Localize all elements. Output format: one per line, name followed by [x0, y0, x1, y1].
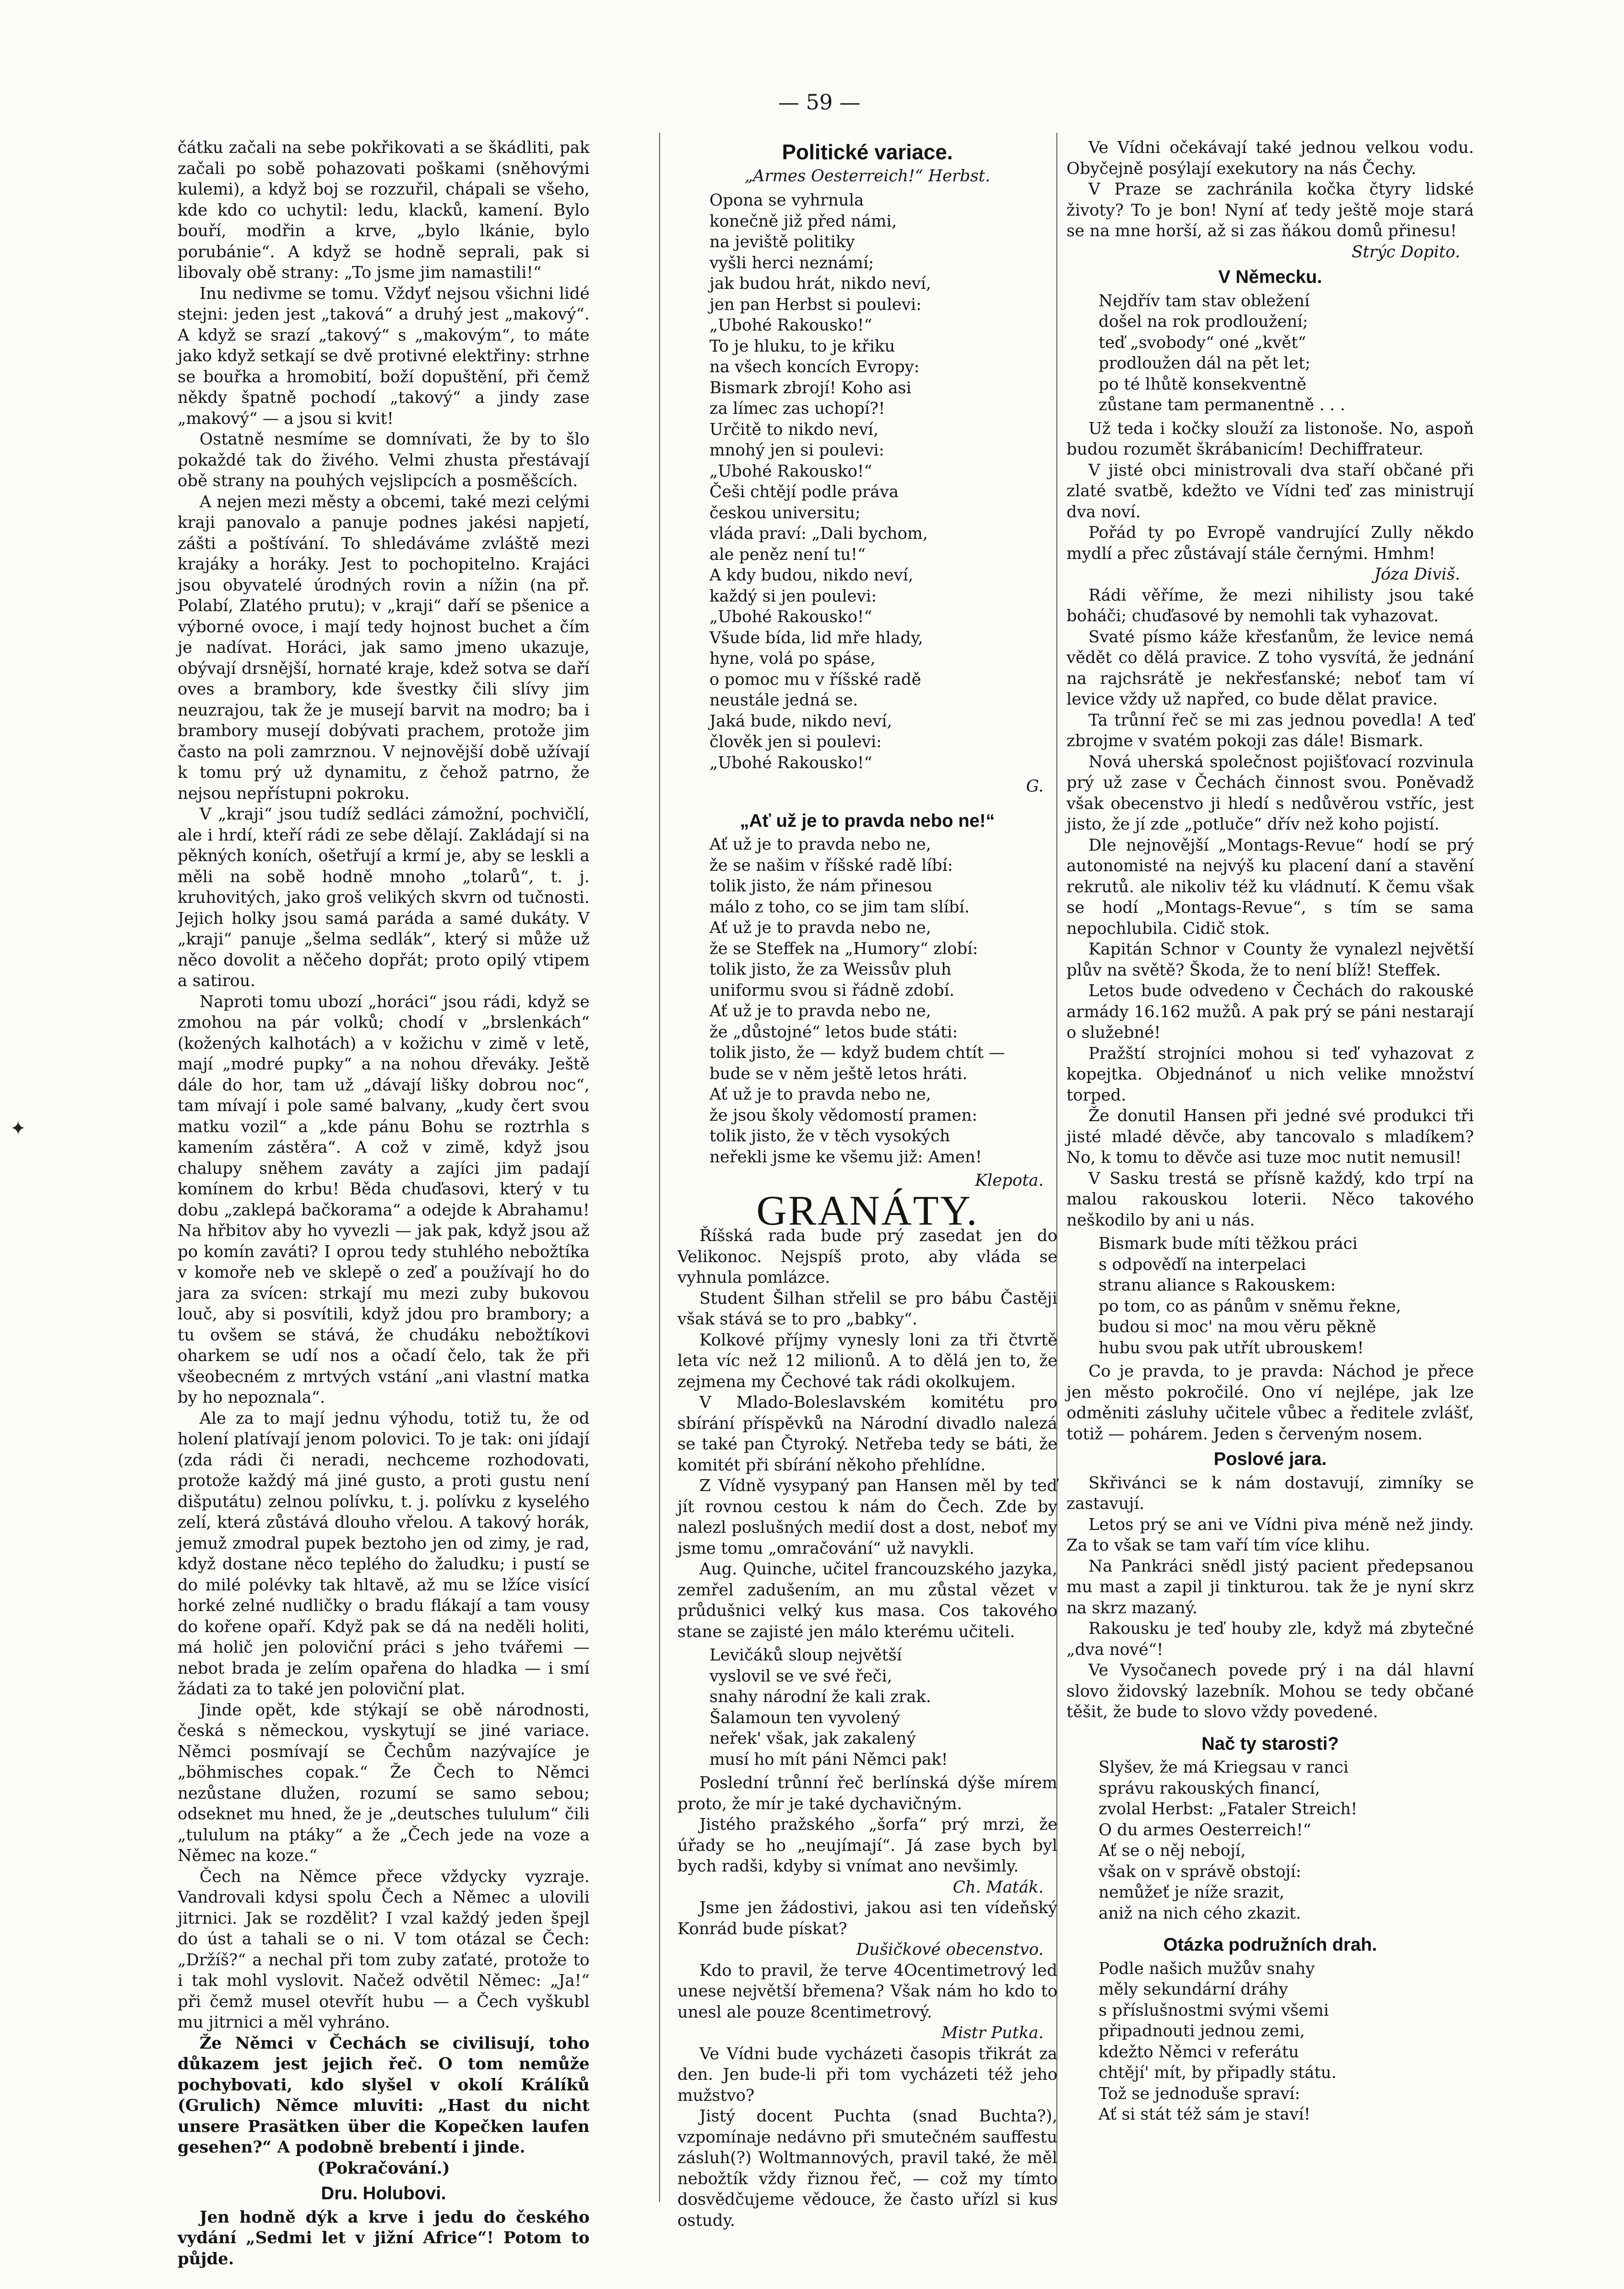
paragraph: Student Šilhan střelil se pro bábu Častěji však stává se to pro „babky“. — [677, 1289, 1057, 1329]
paragraph: Letos prý se ani ve Vídni piva méně než jindy. Za to však se tam vaří tím více klihu. — [1066, 1515, 1474, 1555]
poem-line: ale peněz není tu!“ — [709, 545, 866, 564]
poem-line: „Ubohé Rakousko!“ — [709, 608, 872, 626]
poem-line: A kdy budou, nikdo neví, — [709, 566, 914, 585]
paragraph: Jistého pražského „šorfa“ prý mrzi, že úřady se ho „neujímají“. Já zase bych byl bych radši, kdyby si vnímat ano nevšimly. — [677, 1815, 1057, 1876]
poem-line: jak budou hrát, nikdo neví, — [709, 274, 931, 293]
poem-line: s odpověďí na interpelaci — [1099, 1255, 1306, 1274]
poem-line: teď „svobody“ oné „květ“ — [1099, 333, 1306, 352]
paragraph: V Praze se zachránila kočka čtyry lidské životy? To je bon! Nyní ať tedy ještě moje stará se na mne horší, až si zas ňákou domů přinesu! — [1066, 180, 1474, 240]
paragraph: Ta trůnní řeč se mi zas jednou povedla! A teď zbrojme v svatém pokoji zas dále! Bismark. — [1066, 711, 1474, 750]
paragraph: Co je pravda, to je pravda: Náchod je přece jen město pokročilé. Ono ví nejlépe, jak lze odměniti zásluhy učitele vůbec a ředitele zvlášť, totiž — pohárem. Jeden s červeným nosem. — [1066, 1362, 1474, 1443]
poem-line: O du armes Oesterreich!“ — [1099, 1820, 1311, 1839]
poem-line: Levičáků sloup největší — [709, 1646, 902, 1665]
poem-line: že se Steffek na „Humory“ zlobí: — [709, 939, 978, 958]
poem-line: mnohý jen si poulevi: — [709, 441, 884, 460]
paragraph: Ve Vysočanech povede prý i na dál hlavní slovo židovský lazebník. Mohou se tedy občané těšit, že bude to slovo vždy povedené. — [1066, 1661, 1474, 1721]
poem-line: „Ubohé Rakousko!“ — [709, 461, 872, 481]
section-heading: Nač ty starosti? — [1201, 1733, 1339, 1754]
paragraph: Jistý docent Puchta (snad Buchta?), vzpomínaje nedávno při smutečném sauffestu zásluh(?) Woltmannových, pravil také, že měl nebožtík vždy řiznou řeč, — což my tímto dosvědčujeme vědouce, že často uřízl si kus ostudy. — [677, 2107, 1057, 2230]
paragraph: Letos bude odvedeno v Čechách do rakouské armády 16.162 mužů. A pak prý se páni nestarají o služebné! — [1066, 982, 1474, 1042]
paragraph: Že donutil Hansen při jedné své produkci tři jisté mladé děvče, aby tancovalo s mladíkem? No, k tomu to děvče asi tuze moc nutit nemusil! — [1066, 1107, 1474, 1167]
signature: Mistr Putka. — [941, 2023, 1044, 2042]
poem-line: Podle našich mužův snahy — [1099, 1959, 1315, 1978]
paragraph: Ve Vídni bude vycházeti časopis třikrát za den. Jen bude-li při tom vycházeti též jeho mužstvo? — [677, 2044, 1057, 2105]
poem-line: připadnouti jednou zemi, — [1099, 2022, 1305, 2040]
signature: Józa Diviš. — [1374, 565, 1460, 584]
paragraph: V Mlado-Boleslavském komitétu pro sbírání příspěvků na Národní divadlo nalezá se také pan Čtyroký. Netřeba tedy se báti, že komitét při sbírání někoho přehlídne. — [677, 1393, 1057, 1475]
poem-line: kdežto Němci v referátu — [1099, 2042, 1299, 2061]
paragraph: V jisté obci ministrovali dva staří občané při zlaté svatbě, kdežto ve Vídni teď zas ministrují dva noví. — [1066, 461, 1474, 521]
poem-line: hyne, volá po spáse, — [709, 649, 876, 668]
section-title: GRANÁTY. — [756, 1187, 979, 1234]
poem-line: tolik jisto, že v těch vysokých — [709, 1127, 950, 1145]
poem-line: bude se v něm ještě letos hráti. — [709, 1064, 968, 1083]
poem-line: za límec zas uchopí?! — [709, 399, 885, 418]
paragraph: Inu nedivme se tomu. Vždyť nejsou všichni lidé stejni: jeden jest „taková“ a druhý jest „makový“. A když se srazí „takový“ s „makovým“, to máte jako když setkají se dvě protivné elektřiny: strhne se bouřka a hromobití, boží dopuštění, při čemž někdy špatně pochodí „takový“ a jindy zase „makový“ — a jsou si kvit! — [178, 284, 590, 428]
poem — [709, 834, 1057, 1167]
paragraph: V „kraji“ jsou tudíž sedláci zámožní, pochvičlí, ale i hrdí, kteří rádi ze sebe dělají. Zakládají si na pěkných koních, ošetřují a krmí je, aby se leskli a měli na sobě hodně mnoho „tolarů“, t. j. kruhovitých, jako groš velikých skvrn od tučnosti. Jejich holky jsou samá paráda a samé dukáty. V „kraji“ panuje „šelma sedlák“, který si může už něco dovolit a něčeho dopřát; proto opilý vtipem a satirou. — [178, 805, 590, 990]
column-divider — [659, 133, 660, 2202]
poem-line: „Ubohé Rakousko!“ — [709, 316, 872, 335]
poem-line: o pomoc mu v říšské radě — [709, 670, 921, 689]
poem-line: tolik jisto, že — když budem chtít — — [709, 1043, 1005, 1062]
paragraph: V Sasku trestá se přísně každý, kdo trpí na malou rakouskou loterii. Něco takového neškodilo by ani u nás. — [1066, 1169, 1474, 1230]
poem-line: musí ho mít páni Němci pak! — [709, 1750, 948, 1769]
poem — [1099, 1757, 1474, 1924]
poem-line: na všech koncích Evropy: — [709, 358, 920, 376]
paragraph: Rádi věříme, že mezi nihilisty jsou také boháči; chuďasové by nemohli tak vyhazovat. — [1066, 586, 1474, 625]
poem-line: českou universitu; — [709, 503, 861, 522]
poem — [1099, 1958, 1474, 2125]
paragraph: Jen hodně dýk a krve i jedu do českého vydání „Sedmi let v jižní Africe“! Potom to půjde. — [178, 2208, 590, 2268]
poem-line: zůstane tam permanentně . . . — [1099, 396, 1345, 414]
paragraph: Aug. Quinche, učitel francouzského jazyka, zemřel zadušením, an mu zůstal vězet v průdušnici velký kus masa. Cos takového stane se zajisté jen málo kterému učiteli. — [677, 1560, 1057, 1641]
paragraph: Říšská rada bude prý zasedat jen do Velikonoc. Nejspíš proto, aby vláda se vyhnula pomlázce. — [677, 1226, 1057, 1287]
paragraph: Rakousku je teď houby zle, když má zbytečné „dva nové“! — [1066, 1619, 1474, 1659]
poem-line: „Ubohé Rakousko!“ — [709, 753, 872, 772]
section-heading: Otázka podružních drah. — [1163, 1935, 1377, 1955]
poem-line: Češi chtějí podle práva — [709, 483, 899, 501]
poem-line: Bismark zbrojí! Koho asi — [709, 378, 912, 397]
poem-line: Jaká bude, nikdo neví, — [709, 711, 892, 731]
signature: G. — [1026, 777, 1044, 796]
poem-line: chtějí' mít, by připadly státu. — [1099, 2063, 1337, 2082]
paragraph: Dle nejnovější „Montags-Revue“ hodí se prý autonomisté na nejvýš ku placení daní a stavění rekrutů. ale nikoliv též ku vládnutí. K čemu však se hodí „Montags-Revue“, s tím se sama nepochlubila. Cidič stok. — [1066, 835, 1474, 938]
poem-line: na jeviště politiky — [709, 233, 855, 251]
poem-line: tolik jisto, že nám přinesou — [709, 877, 933, 895]
paragraph: Nová uherská společnost pojišťovací rozvinula prý už zase v Čechách činnost svou. Poněvadž však obecenstvo ji hledí s nedůvěrou vstříc, jest jisto, že jí zde „potluče“ dřív než koho pojistí. — [1066, 752, 1474, 834]
poem-line: neustále jedná se. — [709, 691, 858, 710]
poem-line: prodloužen dál na pět let; — [1099, 354, 1310, 373]
paragraph: A nejen mezi městy a obcemi, také mezi celými kraji panovalo a panuje podnes jakési napjetí, zášti a poštívání. To shledáváme zvláště mezi krajáky a horáky. Jest to pochopitelno. Krajáci jsou obyvatelé úrodných rovin a nížin (na př. Polabí, Zlatého prutu); v „kraji“ daří se pšenice a výborné ovoce, i mají tedy hojnost buchet a čím je nadívat. Horáci, jak samo jmeno ukazuje, obývají drsnější, hornaté kraje, kdež sotva se daří oves a brambory, kde švestky čili slívy jim neuzrajou, tak že je musejí barvit na modro; ba i brambory musejí dobývati prachem, protože jim často na poli zamrznou. V nejnovější době užívají k tomu prý už dynamitu, z čehož patrno, že nejsou nepřístupni pokroku. — [178, 492, 590, 803]
poem-line: Ať už je to pravda nebo ne, — [709, 1002, 931, 1020]
margin-mark-icon: ✦ — [10, 1117, 27, 1139]
poem-line: konečně již před námi, — [709, 212, 897, 231]
poem-line: aniž na nich cého zkazit. — [1099, 1904, 1301, 1923]
poem-line: Bismark bude míti těžkou práci — [1099, 1234, 1358, 1253]
poem-line: člověk jen si poulevi: — [709, 732, 882, 751]
poem-line: stranu aliance s Rakouskem: — [1099, 1276, 1336, 1295]
paragraph: Svaté písmo káže křesťanům, že levice nemá vědět co dělá pravice. Z toho vysvítá, že jednání na rajchsrátě je nekřesťanské; neboť tam ví levice vždy už napřed, co bude dělat pravice. — [1066, 627, 1474, 709]
poem-line: Ať se o něj nebojí, — [1099, 1841, 1246, 1860]
paragraph: Z Vídně vysypaný pan Hansen měl by teď jít rovnou cestou k nám do Čech. Zde by nalezl poslušných medií dost a dost, neboť my jsme tomu „omračování“ už navykli. — [677, 1476, 1057, 1558]
poem-line: však on v správě obstojí: — [1099, 1862, 1301, 1881]
page-number: — 59 — — [778, 90, 861, 114]
poem-line: Nejdřív tam stav obležení — [1099, 291, 1310, 310]
paragraph: Ale za to mají jednu výhodu, totiž tu, že od holení platívají jenom polovici. To je tak: oni jídají (zda rádi či neradi, nechceme rozhodovati, protože každý má jiné gusto, a proti gustu není dišputátu) zelnou polívku, t. j. polívku z kyselého zelí, která zůstává dlouho vřelou. A takový horák, jemuž zmodral pupek beztoho jen od zimy, je rad, když dostane něco teplého do žaludku; i pustí se do milé polévky tak hltavě, až mu se lžíce visící horké zelné nudličky o bradu flákají a tam vousy do kořene opaří. Když pak se dá na neděli holiti, má holič jen poloviční práci s jeho tvářemi — nebot brada je zelím opařena do hladka — i smí žádati za to také jen poloviční plat. — [178, 1409, 590, 1698]
poem-line: zvolal Herbst: „Fataler Streich! — [1099, 1800, 1358, 1818]
poem-line: každý si jen poulevi: — [709, 586, 877, 606]
poem-line: Určitě to nikdo neví, — [709, 420, 879, 439]
poem-line: Všude bída, lid mře hlady, — [709, 628, 923, 647]
poem-line: že „důstojné“ letos bude státi: — [709, 1022, 958, 1041]
poem-line: uniformu svou si řádně zdobí. — [709, 981, 955, 1000]
poem-line: došel na rok prodloužení; — [1099, 312, 1308, 331]
poem — [1099, 291, 1474, 416]
poem-line: vláda praví: „Dali bychom, — [709, 524, 928, 543]
poem-line: Tož se jednoduše spraví: — [1099, 2084, 1300, 2103]
poem-line: že jsou školy vědomostí pramen: — [709, 1106, 978, 1125]
poem-line: neřekli jsme ke všemu již: Amen! — [709, 1147, 982, 1166]
paragraph: Na Pankráci snědl jistý pacient předepsanou mu mast a zapil ji tinkturou. tak že je nyní skrz na skrz mazaný. — [1066, 1557, 1474, 1617]
poem-line: Ať si stát též sám je staví! — [1099, 2105, 1310, 2124]
poem-line: hubu svou pak utřít ubrouskem! — [1099, 1338, 1364, 1357]
paragraph: Jsme jen žádostivi, jakou asi ten vídeňský Konrád bude pískat? — [677, 1898, 1057, 1938]
poem-line: vyšli herci neznámí; — [709, 253, 874, 272]
paragraph: Kolkové příjmy vynesly loni za tři čtvrtě leta víc než 12 milionů. A to dělá jen to, že zejmena my Čechové tak rádi okolkujem. — [677, 1330, 1057, 1391]
signature: Ch. Maták. — [953, 1877, 1044, 1897]
paragraph: Pořád ty po Evropě vandrující Zully někdo mydlí a přec zůstávají stále černými. Hmhm! — [1066, 523, 1474, 563]
paragraph: Že Němci v Čechách se civilisují, toho důkazem jest jejich řeč. O tom nemůže pochybovati, kdo slyšel v okolí Králíků (Grulich) Němce mluviti: „Hast du nicht unsere Prasätken über die Kopečken laufen gesehen?“ A podobně brebentí i jinde. — [178, 2034, 590, 2157]
poem-line: Opona se vyhrnula — [709, 191, 864, 210]
paragraph: Jinde opět, kde stýkají se obě národnosti, česká s německou, vyskytují se jiné variace. Němci posmívají se Čechům nazývajíce je „böhmisches copak.“ Že Čech to Němci nezůstane dlužen, rozumí se samo sebou; odseknet mu hned, že je „deutsches tululum“ čili „tululum na ptáky“ a že „Čech jede na voze a Němec na koze.“ — [178, 1700, 590, 1865]
section-heading: Dru. Holubovi. — [321, 2183, 446, 2203]
paragraph: Čech na Němce přece vždycky vyzraje. Vandrovali kdysi spolu Čech a Němec a ulovili jitrnici. Jak se rozdělit? I vzal každý jeden špejl do úst a tahali se o ni. V tom otázal se Čech: „Držíš?“ a nechal při tom zuby zaťaté, protože to i tak mohl vyslovit. Načež odvětil Němec: „Ja!“ při čemž musel otevřít hubu — a Čech vyškubl mu jitrnici a měl vyhráno. — [178, 1867, 590, 2032]
signature: Strýc Dopito. — [1352, 242, 1460, 261]
poem-line: Slyšev, že má Kriegsau v ranci — [1099, 1758, 1349, 1777]
poem-line: Ať už je to pravda nebo ne, — [709, 1085, 931, 1104]
poem-line: tolik jisto, že za Weissův pluh — [709, 960, 952, 979]
poem-line: budou si moc' na mou věru pěkně — [1099, 1318, 1376, 1336]
continued-note: (Pokračování.) — [317, 2159, 450, 2178]
poem-line: správu rakouských financí, — [1099, 1779, 1321, 1798]
poem — [1099, 1233, 1474, 1358]
poem-line: nemůžeť je níže srazit, — [1099, 1883, 1285, 1902]
poem-line: neřek' však, jak zakalený — [709, 1729, 916, 1748]
poem-line: jen pan Herbst si poulevi: — [709, 295, 922, 314]
poem-line: s příslušnostmi svými všemi — [1099, 2001, 1329, 2020]
paragraph: Kapitán Schnor v County že vynalezl největší plův na světě? Škoda, že to není blíž! Steffek. — [1066, 940, 1474, 980]
column-left — [178, 137, 590, 2269]
paragraph: Kdo to pravil, že terve 4Ocentimetrový led unese největší břemena? Však nám ho kdo to unesl ale pouze 8centimetrový. — [677, 1961, 1057, 2022]
paragraph: Ostatně nesmíme se domnívati, že by to šlo pokaždé tak do živého. Velmi zhusta přestávají obě strany na pouhých vejslipcích a posměšcích. — [178, 430, 590, 490]
poem-line: po tom, co as pánům v sněmu řekne, — [1099, 1296, 1401, 1316]
poem-line: Ať už je to pravda nebo ne, — [709, 918, 931, 937]
signature: Klepota. — [975, 1171, 1044, 1190]
poem — [709, 1645, 1057, 1770]
poem-line: Šalamoun ten vyvolený — [709, 1708, 900, 1727]
paragraph: Skřivánci se k nám dostavují, zimníky se zastavují. — [1066, 1473, 1474, 1513]
poem-line: měly sekundární dráhy — [1099, 1980, 1288, 1999]
paragraph: čátku začali na sebe pokřikovati a se škádliti, pak začali po sobě pohazovati poškami (sněhovými kulemi), a když boj se rozzuřil, chápali se všeho, kde kdo co uchytil: ledu, klacků, kamení. Bylo bouří, modřin a krve, „bylo lkánie, bylo porubánie“. A když se hodně seprali, pak si libovaly obě strany: „To jsme jim namastili!“ — [178, 138, 590, 282]
poem-line: Ať už je to pravda nebo ne, — [709, 835, 931, 854]
paragraph: Ve Vídni očekávají také jednou velkou vodu. Obyčejně posýlají exekutory na nás Čechy. — [1066, 138, 1474, 178]
column-right — [1066, 137, 1474, 2128]
poem-line: vyslovil se ve své řeči, — [709, 1666, 893, 1686]
paragraph: Už teda i kočky slouží za listonoše. No, aspoň budou rozumět škrábanicím! Dechiffrateur. — [1066, 419, 1474, 459]
poem-line: málo z toho, co se jim tam slíbí. — [709, 897, 970, 917]
paragraph: Poslední trůnní řeč berlínská dýše mírem proto, že mír je také dychavičným. — [677, 1774, 1057, 1813]
column-middle — [677, 137, 1057, 2231]
poem-line: To je hluku, to je křiku — [709, 336, 895, 356]
paragraph: Pražští strojníci mohou si teď vyhazovat z kopejtka. Objednánoť u nich velike množství torped. — [1066, 1044, 1474, 1105]
signature: Dušičkové obecenstvo. — [856, 1940, 1044, 1959]
section-heading: Politické variace. — [782, 140, 953, 164]
paragraph: Naproti tomu ubozí „horáci“ jsou rádi, když se zmohou na pár volků; chodí v „brslenkách“ (kožených kalhotách) a v kožichu v zimě v letě, mají „modré pupky“ a na nohou dřeváky. Ještě dále do hor, tam už „dávají lišky dobrou noc“, tam mívají i pole samé balvany, „kudy čert svou matku vozil“ a „kde pánu Bohu se roztrhla s kamením zástěra“. A což v zimě, když jsou chalupy sněhem zaváty a zajíci jim padají komínem do krbu! Běda chuďasovi, který v tu dobu „zaklepá bačkorama“ a odejde k Abrahamu! Na hřbitov aby ho vyvezli — jak pak, když jsou až po komín zaváti? I oprou tedy stuhlého nebožtíka v komoře neb ve sklepě o zeď a používají ho do jara za svícen: strkají mu mezi zuby bukovou louč, aby si posvítili, když jdou pro brambory; a tu ovšem se stává, že chudáku nebožtíkovi oharkem se udí nos a očadí čelo, tak že při všeobecném z mrtvých vstání „ani vlastní matka by ho nepoznala“. — [178, 992, 590, 1407]
poem — [709, 190, 1057, 773]
poem-line: že se našim v říšské radě líbí: — [709, 856, 953, 875]
poem-line: snahy národní že kali zrak. — [709, 1687, 931, 1706]
poem-line: po té lhůtě konsekventně — [1099, 374, 1307, 394]
section-heading: V Německu. — [1218, 267, 1322, 287]
section-heading: Poslové jara. — [1213, 1449, 1327, 1469]
section-heading: „Ať už je to pravda nebo ne!“ — [740, 810, 995, 831]
epigraph: „Armes Oesterreich!“ Herbst. — [744, 166, 991, 185]
